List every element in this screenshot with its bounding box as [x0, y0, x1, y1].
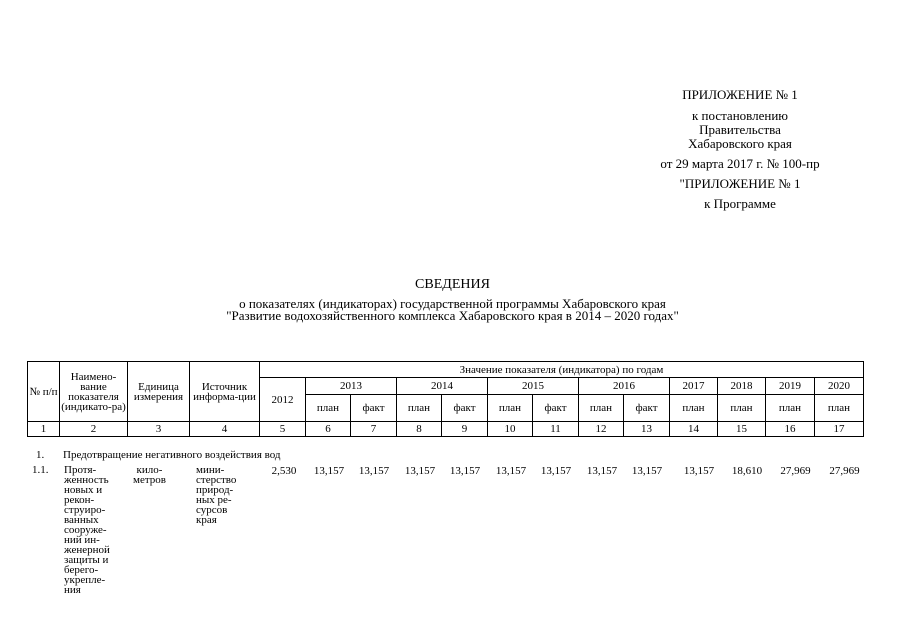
value-2013-plan: 13,157: [313, 465, 345, 477]
header-plan: план: [670, 395, 718, 422]
header-values: Значение показателя (индикатора) по годам: [260, 362, 864, 378]
column-number: 13: [624, 422, 670, 437]
document-title: СВЕДЕНИЯ: [415, 277, 490, 292]
row-unit: кило- метров: [133, 464, 166, 486]
column-number: 11: [533, 422, 579, 437]
header-year: 2015: [488, 378, 579, 395]
header-plan: план: [488, 395, 533, 422]
column-number: 12: [579, 422, 624, 437]
header-fact: факт: [624, 395, 670, 422]
header-year: 2014: [397, 378, 488, 395]
column-number: 2: [60, 422, 128, 437]
header-fact: факт: [351, 395, 397, 422]
value-2019-plan: 27,969: [780, 465, 811, 477]
header-year: 2016: [579, 378, 670, 395]
column-number: 17: [815, 422, 864, 437]
section-heading: [36, 449, 281, 461]
column-number: 15: [718, 422, 766, 437]
appendix-line: к Программе: [704, 196, 776, 211]
column-number: 4: [190, 422, 260, 437]
appendix-block: [640, 88, 840, 211]
column-number: 10: [488, 422, 533, 437]
column-number: 3: [128, 422, 190, 437]
header-source: Источник информа-ции: [190, 362, 260, 422]
header-plan: план: [718, 395, 766, 422]
column-number: 9: [442, 422, 488, 437]
value-2020-plan: 27,969: [829, 465, 860, 477]
section-number: 1.: [36, 449, 45, 461]
value-2013-fact: 13,157: [358, 465, 390, 477]
header-plan: план: [397, 395, 442, 422]
column-number: 7: [351, 422, 397, 437]
value-2012: 2,530: [271, 465, 297, 477]
column-number: 8: [397, 422, 442, 437]
column-number: 1: [28, 422, 60, 437]
header-unit: Единица измерения: [128, 362, 190, 422]
value-2018-plan: 18,610: [731, 465, 763, 477]
column-number: 6: [306, 422, 351, 437]
column-number: 5: [260, 422, 306, 437]
document-subtitle: [0, 298, 905, 322]
value-2014-plan: 13,157: [404, 465, 436, 477]
row-name: Протя- женность новых и рекон- струиро- ванных сооруже- ний ин- женерной защиты и берего- укрепле- ния: [64, 464, 110, 596]
header-year: 2012: [260, 378, 306, 422]
header-year: 2017: [670, 378, 718, 395]
header-fact: факт: [442, 395, 488, 422]
header-year: 2020: [815, 378, 864, 395]
column-number: 16: [766, 422, 815, 437]
value-2015-fact: 13,157: [540, 465, 572, 477]
indicators-table: [27, 361, 864, 437]
header-plan: план: [815, 395, 864, 422]
header-plan: план: [306, 395, 351, 422]
appendix-line: "ПРИЛОЖЕНИЕ № 1: [679, 176, 801, 191]
header-year: 2018: [718, 378, 766, 395]
value-2015-plan: 13,157: [495, 465, 527, 477]
appendix-date: от 29 марта 2017 г. № 100-пр: [660, 156, 820, 171]
column-number: 14: [670, 422, 718, 437]
appendix-line: Правительства: [699, 122, 781, 137]
section-title: Предотвращение негативного воздействия вод: [63, 449, 281, 461]
row-source: мини- стерство природ- ных ре- сурсов края: [196, 464, 237, 526]
header-year: 2019: [766, 378, 815, 395]
header-name: Наимено-вание показателя (индикато-ра): [60, 362, 128, 422]
header-plan: план: [766, 395, 815, 422]
subtitle-line: о показателях (индикаторах) государственной программы Хабаровского края: [239, 296, 666, 311]
header-plan: план: [579, 395, 624, 422]
header-year: 2013: [306, 378, 397, 395]
header-num: № п/п: [28, 362, 60, 422]
appendix-line: Хабаровского края: [688, 136, 792, 151]
value-2017-plan: 13,157: [683, 465, 715, 477]
value-2016-plan: 13,157: [586, 465, 618, 477]
header-fact: факт: [533, 395, 579, 422]
row-number: 1.1.: [32, 464, 49, 476]
appendix-title: ПРИЛОЖЕНИЕ № 1: [682, 87, 798, 102]
value-2014-fact: 13,157: [449, 465, 481, 477]
value-2016-fact: 13,157: [631, 465, 663, 477]
subtitle-line: "Развитие водохозяйственного комплекса Хабаровского края в 2014 – 2020 годах": [226, 308, 679, 323]
appendix-line: к постановлению: [691, 108, 789, 123]
